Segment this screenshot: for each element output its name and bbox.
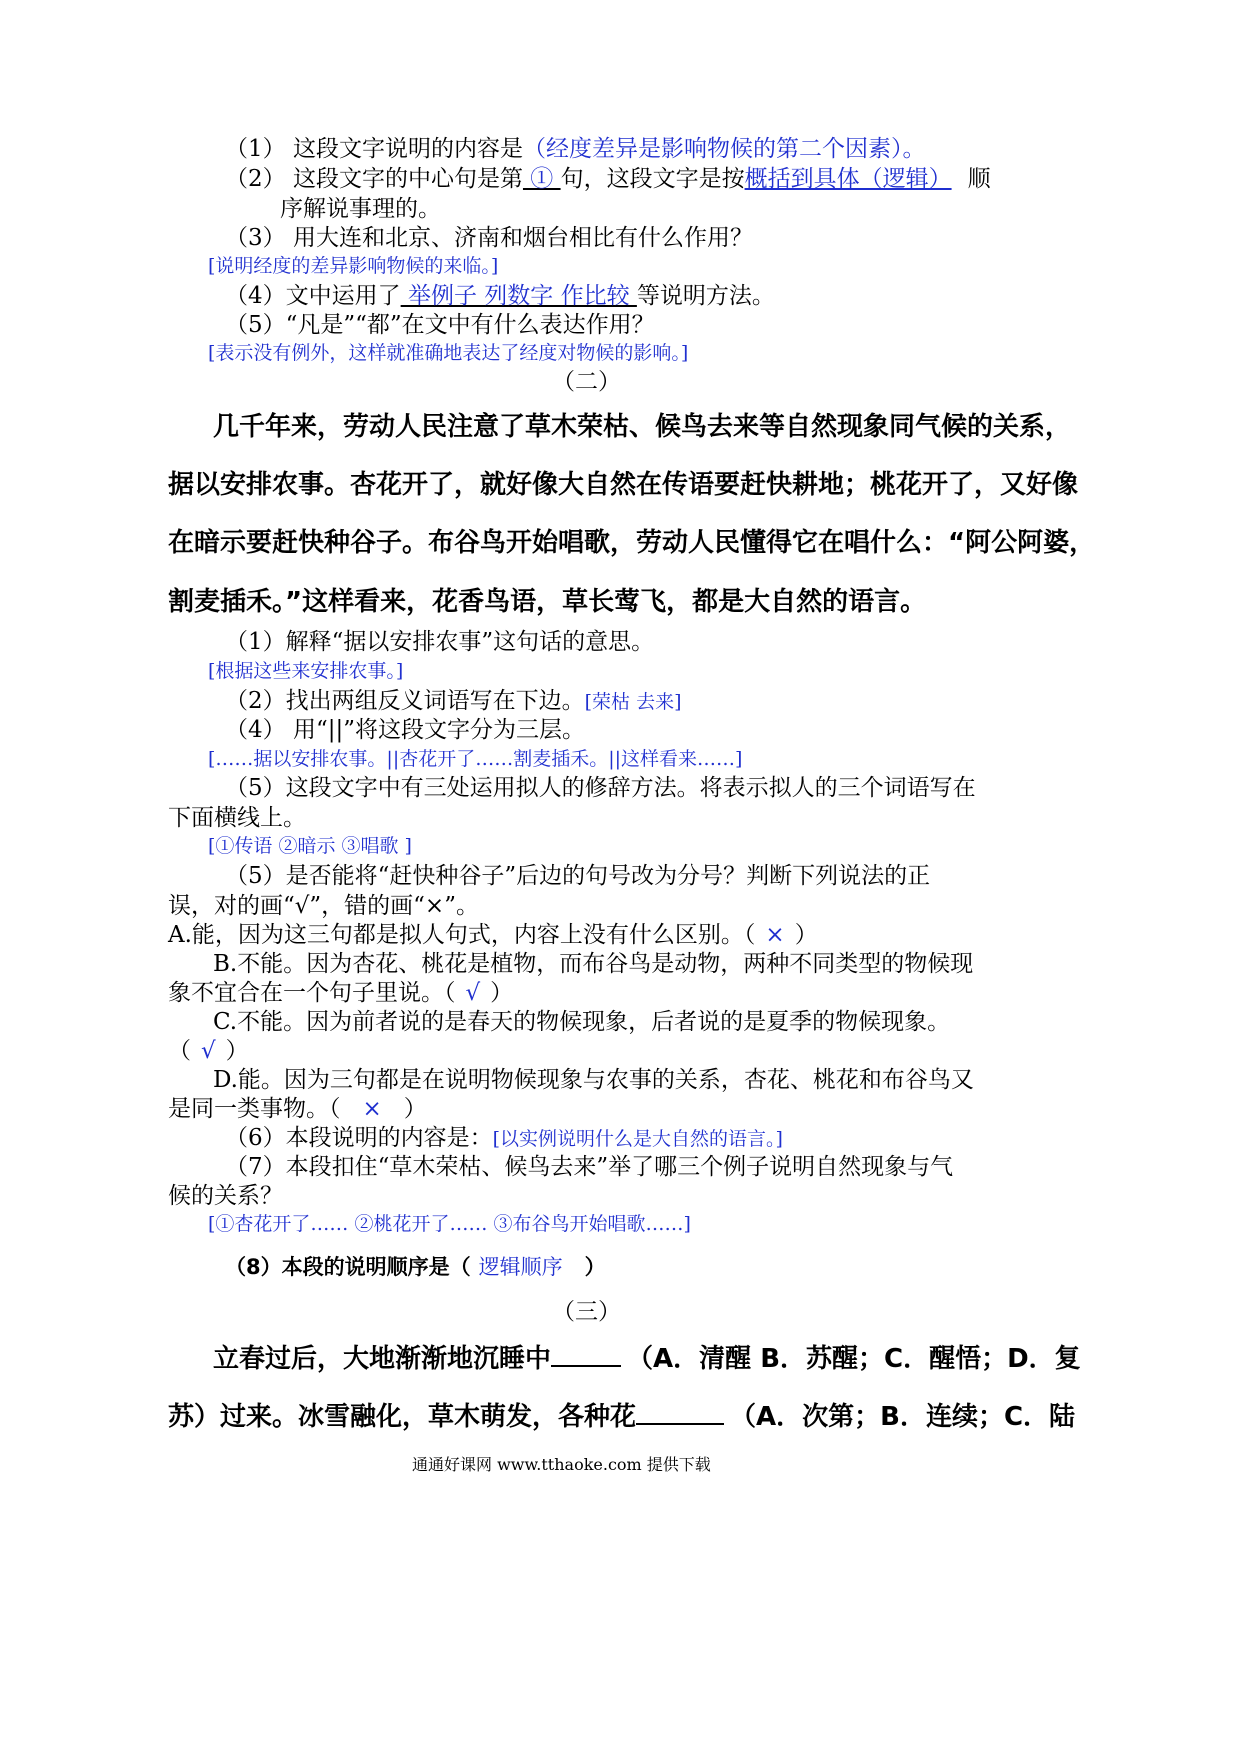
s2-option-a-answer: × (765, 922, 785, 948)
s2-option-c-close: ） (225, 1038, 249, 1064)
s2-option-d-line1: D.能。因为三句都是在说明物候现象与农事的关系，杏花、桃花和布谷鸟又 (213, 1067, 974, 1093)
s2-option-c-open: （ (168, 1038, 191, 1064)
s2-q8-line2: 候的关系？ (168, 1183, 283, 1209)
s2-option-c-answer: √ (201, 1038, 216, 1064)
section3-para-line1 (213, 1345, 1081, 1374)
s2-option-d-close: ） (403, 1096, 427, 1122)
s2-q4: （4） 用“||”将这段文字分为三层。 (225, 717, 585, 743)
section3-line1-options: （A．清醒 B．苏醒；C．醒悟；D．复 (627, 1344, 1081, 1374)
section2-para-line3: 在暗示要赶快种谷子。布谷鸟开始唱歌，劳动人民懂得它在唱什么：“阿公阿婆， (168, 528, 1096, 558)
q1-line2b: 序解说事理的。 (280, 196, 441, 222)
section3-line1-text: 立春过后，大地渐渐地沉睡中 (213, 1344, 552, 1374)
q1-line1-text: （1） 这段文字说明的内容是 (225, 136, 523, 162)
section2-para-line4: 割麦插禾。”这样看来，花香鸟语，草长莺飞，都是大自然的语言。 (168, 587, 927, 617)
section3-blank2[interactable] (636, 1423, 724, 1425)
s2-q9 (225, 1256, 606, 1279)
section3-para-line2 (168, 1403, 1075, 1432)
q1-line4 (225, 284, 775, 309)
q1-line2-text: （2） 这段文字的中心句是第 (225, 166, 523, 192)
s2-q2-text: （2）找出两组反义词语写在下边。 (225, 688, 585, 714)
s2-q5-line2: 下面横线上。 (168, 805, 306, 831)
section3-line2-options: （A．次第；B．连续；C．陆 (730, 1402, 1076, 1432)
s2-option-c-line1: C.不能。因为前者说的是春天的物候现象，后者说的是夏季的物候现象。 (213, 1009, 951, 1035)
s2-a5: [①传语 ②暗示 ③唱歌 ] (208, 835, 412, 857)
s2-option-a-text: A.能，因为这三句都是拟人句式，内容上没有什么区别。（ (168, 922, 756, 948)
s2-q2 (225, 689, 682, 714)
s2-option-b-line1: B.不能。因为杏花、桃花是植物，而布谷鸟是动物，两种不同类型的物候现 (213, 951, 974, 977)
section3-blank1[interactable] (551, 1365, 621, 1367)
s2-option-c-line2 (168, 1039, 249, 1064)
q1-line2 (225, 167, 991, 192)
s2-q1: （1）解释“据以安排农事”这句话的意思。 (225, 629, 655, 655)
section3-heading: （三） (552, 1299, 621, 1325)
s2-q5-line1: （5）这段文字中有三处运用拟人的修辞方法。将表示拟人的三个词语写在 (225, 775, 976, 801)
s2-q8-line1: （7）本段扣住“草木荣枯、候鸟去来”举了哪三个例子说明自然现象与气 (225, 1154, 954, 1180)
section2-para-line1: 几千年来，劳动人民注意了草木荣枯、候鸟去来等自然现象同气候的关系， (213, 412, 1072, 442)
s2-q6-line2: 误，对的画“√”，错的画“×”。 (168, 893, 479, 919)
s2-option-d-answer: × (362, 1096, 382, 1122)
q1-line4-text: （4）文中运用了 (225, 283, 401, 309)
s2-option-b-line2 (168, 981, 513, 1006)
s2-q7 (225, 1126, 783, 1151)
s2-a1: [根据这些来安排农事。] (208, 660, 404, 682)
s2-a4: [……据以安排农事。||杏花开了……割麦插禾。||这样看来……] (208, 748, 743, 770)
section2-para-line2: 据以安排农事。杏花开了，就好像大自然在传语要赶快耕地；桃花开了，又好像 (168, 470, 1079, 500)
s2-a7: [以实例说明什么是大自然的语言。] (492, 1128, 783, 1150)
s2-q6-line1: （5）是否能将“赶快种谷子”后边的句号改为分号？判断下列说法的正 (225, 863, 931, 889)
s2-q9-text: （8）本段的说明顺序是（ (225, 1255, 471, 1279)
s2-a9: 逻辑顺序 (478, 1255, 563, 1279)
s2-option-b-close: ） (490, 980, 514, 1006)
q1-line1 (225, 137, 925, 162)
s2-option-b-answer: √ (465, 980, 481, 1006)
s2-q9-close: ） (584, 1255, 606, 1279)
s2-option-a (168, 923, 818, 948)
q1-line2-mid: 句，这段文字是按 (560, 166, 745, 192)
s2-q7-text: （6）本段说明的内容是： (225, 1125, 493, 1151)
s2-a2: [荣枯 去来] (584, 691, 682, 713)
q1-answer4: 举例子 列数字 作比较 (400, 283, 637, 309)
s2-a8: [①杏花开了…… ②桃花开了…… ③布谷鸟开始唱歌……] (208, 1213, 691, 1235)
page-footer: 通通好课网 www.tthaoke.com 提供下载 (412, 1455, 711, 1474)
q1-answer5: [表示没有例外，这样就准确地表达了经度对物候的影响。] (208, 342, 689, 364)
q1-answer3: [说明经度的差异影响物候的来临。] (208, 255, 499, 277)
q1-line4-suffix: 等说明方法。 (636, 283, 775, 309)
section3-line2-text: 苏）过来。冰雪融化，草木萌发，各种花 (168, 1402, 637, 1432)
q1-line2-suffix: 顺 (967, 166, 991, 192)
q1-answer2-blank: ① (522, 166, 561, 192)
s2-option-b-text: 象不宜合在一个句子里说。（ (168, 980, 456, 1006)
q1-line5: （5）“凡是”“都”在文中有什么表达作用？ (225, 312, 655, 338)
q1-answer2-order: 概括到具体（逻辑） (744, 166, 952, 192)
section2-heading: （二） (552, 369, 621, 395)
s2-option-d-text: 是同一类事物。（ (168, 1096, 341, 1122)
s2-option-a-close: ） (794, 922, 818, 948)
q1-answer1: （经度差异是影响物候的第二个因素）。 (522, 136, 926, 162)
q1-line3: （3） 用大连和北京、济南和烟台相比有什么作用？ (225, 225, 753, 251)
s2-option-d-line2 (168, 1097, 427, 1122)
